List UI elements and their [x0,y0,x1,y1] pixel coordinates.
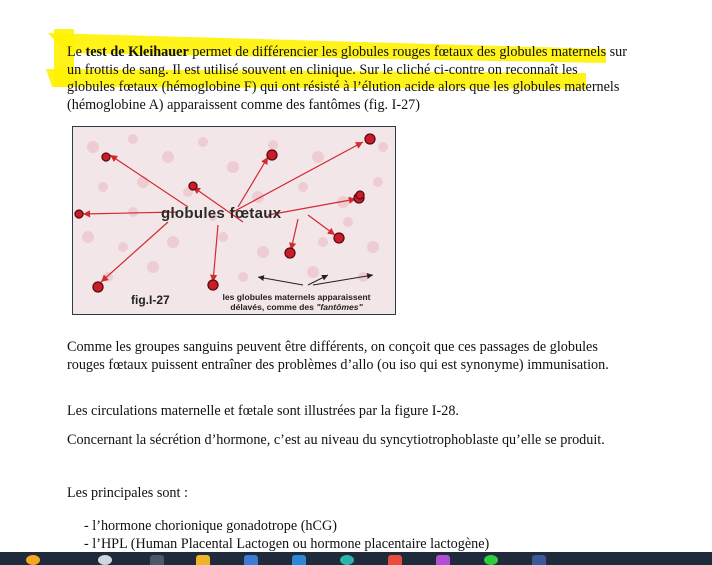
weather-icon[interactable] [26,555,40,565]
paragraph-text: permet de différencier les globules rouges fœtaux des globules maternels sur un frottis de sang. Il est utilisé souvent en clinique. Sur le cliché ci-contre on reconnaît les globules fœtaux (hémoglobine F) qui ont résisté à l’élution acide alors que les globules maternels (hémoglobine A) apparaissent comme des fantômes (fig. I-27) [67,44,627,113]
store-icon[interactable] [244,555,258,565]
folder-icon[interactable] [196,555,210,565]
taskbar [0,552,712,565]
word-icon[interactable] [532,555,546,565]
search-icon[interactable] [98,555,112,565]
list-item: - l’hormone chorionique gonadotrope (hCG) [84,518,337,534]
chat-icon[interactable] [484,555,498,565]
mail-icon[interactable] [292,555,306,565]
bold-term: test de Kleihauer [85,44,189,60]
label-line: les globules maternels apparaissent [222,292,371,302]
figure-label-maternal [199,292,394,312]
paragraph-hormone: Concernant la sécrétion d’hormone, c’est au niveau du syncytiotrophoblaste qu’elle se produit. [67,432,605,448]
figure-label-fetal: globules fœtaux [161,205,282,222]
label-line: délavés, comme des [230,302,317,312]
paragraph-text: Le [67,44,86,60]
figure-kleihauer [72,126,396,315]
paragraph-groups: Comme les groupes sanguins peuvent être différents, on conçoit que ces passages de globules rouges fœtaux puissent entraîner des problèmes d’allo (ou iso qui est synonyme) immunisation. [67,339,609,373]
onenote-icon[interactable] [436,555,450,565]
figure-caption: fig.I-27 [131,293,170,307]
paragraph-kleihauer [67,44,627,114]
taskview-icon[interactable] [150,555,164,565]
paragraph-circulation: Les circulations maternelle et fœtale sont illustrées par la figure I-28. [67,403,459,419]
list-item: - l’HPL (Human Placental Lactogen ou hormone placentaire lactogène) [84,536,490,552]
app-icon[interactable] [388,555,402,565]
paragraph-principal: Les principales sont : [67,485,188,501]
label-italic: "fantômes" [316,302,363,312]
edge-icon[interactable] [340,555,354,565]
